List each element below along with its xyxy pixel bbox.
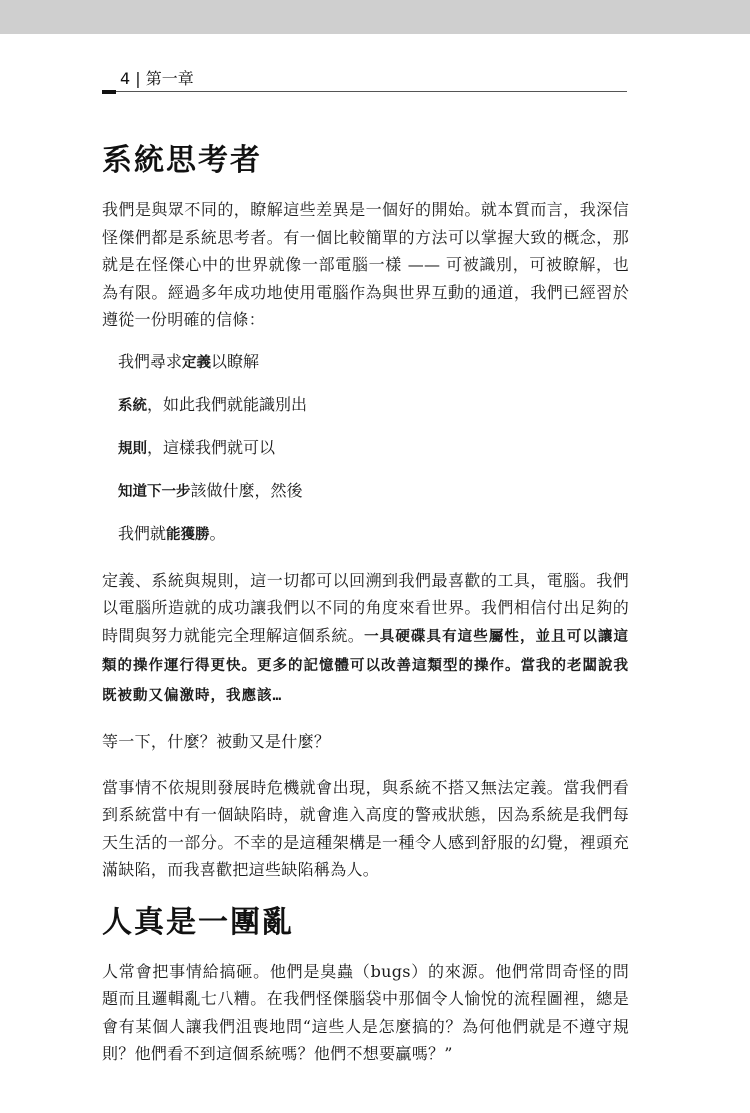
creed-list <box>102 348 629 549</box>
paragraph-crisis: 當事情不依規則發展時危機就會出現，與系統不搭又無法定義。當我們看到系統當中有一個缺陷時，就會進入高度的警戒狀態，因為系統是我們每天生活的一部分。不幸的是這種架構是一種令人感到舒服的幻覺，裡頭充滿缺陷，而我喜歡把這些缺陷稱為人。 <box>102 777 629 879</box>
page-number: 4 <box>120 69 131 88</box>
paragraph-intro: 我們是與眾不同的，瞭解這些差異是一個好的開始。就本質而言，我深信怪傑們都是系統思考者。有一個比較簡單的方法可以掌握大致的概念，那就是在怪傑心中的世界就像一部電腦一樣 —— 可被識別，可被瞭解，也為有限。經過多年成功地使用電腦作為與世界互動的通道，我們已經習於遵從一份明確的信條： <box>102 200 629 329</box>
creed-item-post: ，這樣我們就可以 <box>147 437 276 457</box>
creed-term: 規則 <box>118 440 147 457</box>
chapter-label: 第一章 <box>145 69 194 88</box>
section-heading-people-are-messy: 人真是一團亂 <box>102 904 294 940</box>
creed-item-post: 以瞭解 <box>211 351 260 371</box>
creed-item <box>118 477 629 506</box>
creed-item-post: 該做什麼，然後 <box>190 480 303 500</box>
running-head-rule <box>116 91 627 92</box>
paragraph-definitions-main: 定義、系統與規則，這一切都可以回溯到我們最喜歡的工具，電腦。我們以電腦所造就的成功讓我們以不同的角度來看世界。我們相信付出足夠的時間與努力就能完全理解這個系統。 <box>102 570 629 645</box>
top-margin-band <box>0 0 750 34</box>
creed-item-pre: 我們就 <box>118 523 167 543</box>
creed-item <box>118 520 629 549</box>
creed-item-post: ，如此我們就能識別出 <box>147 394 308 414</box>
running-head <box>102 66 627 96</box>
creed-item <box>118 434 629 463</box>
creed-item <box>118 391 629 420</box>
paragraph-people: 人常會把事情給搞砸。他們是臭蟲（bugs）的來源。他們常問奇怪的問題而且邏輯亂七八糟。在我們怪傑腦袋中那個令人愉悅的流程圖裡，總是會有某個人讓我們沮喪地問“這些人是怎麼搞的？為何他們就是不遵守規則？他們看不到這個系統嗎？他們不想要贏嗎？” <box>102 961 629 1063</box>
paragraph-definitions-monologue: 一具硬碟具有這些屬性，並且可以讓這類的操作運行得更快。更多的記憶體可以改善這類型的操作。當我的老闆說我既被動又偏激時，我應該… <box>102 628 629 704</box>
paragraph-wait: 等一下，什麼？被動又是什麼？ <box>102 732 331 751</box>
creed-term: 知道下一步 <box>118 483 191 500</box>
page-body <box>102 140 629 1068</box>
creed-item-post: 。 <box>209 523 226 543</box>
running-head-text <box>120 69 194 89</box>
running-head-separator: | <box>135 69 141 88</box>
creed-term: 定義 <box>182 354 212 371</box>
creed-item <box>118 348 629 377</box>
running-head-mark <box>102 90 116 94</box>
creed-term: 能獲勝 <box>166 526 210 543</box>
creed-term: 系統 <box>118 397 147 414</box>
creed-item-pre: 我們尋求 <box>118 351 183 371</box>
section-heading-systems-thinkers: 系統思考者 <box>102 143 262 178</box>
paragraph-definitions <box>102 567 629 711</box>
